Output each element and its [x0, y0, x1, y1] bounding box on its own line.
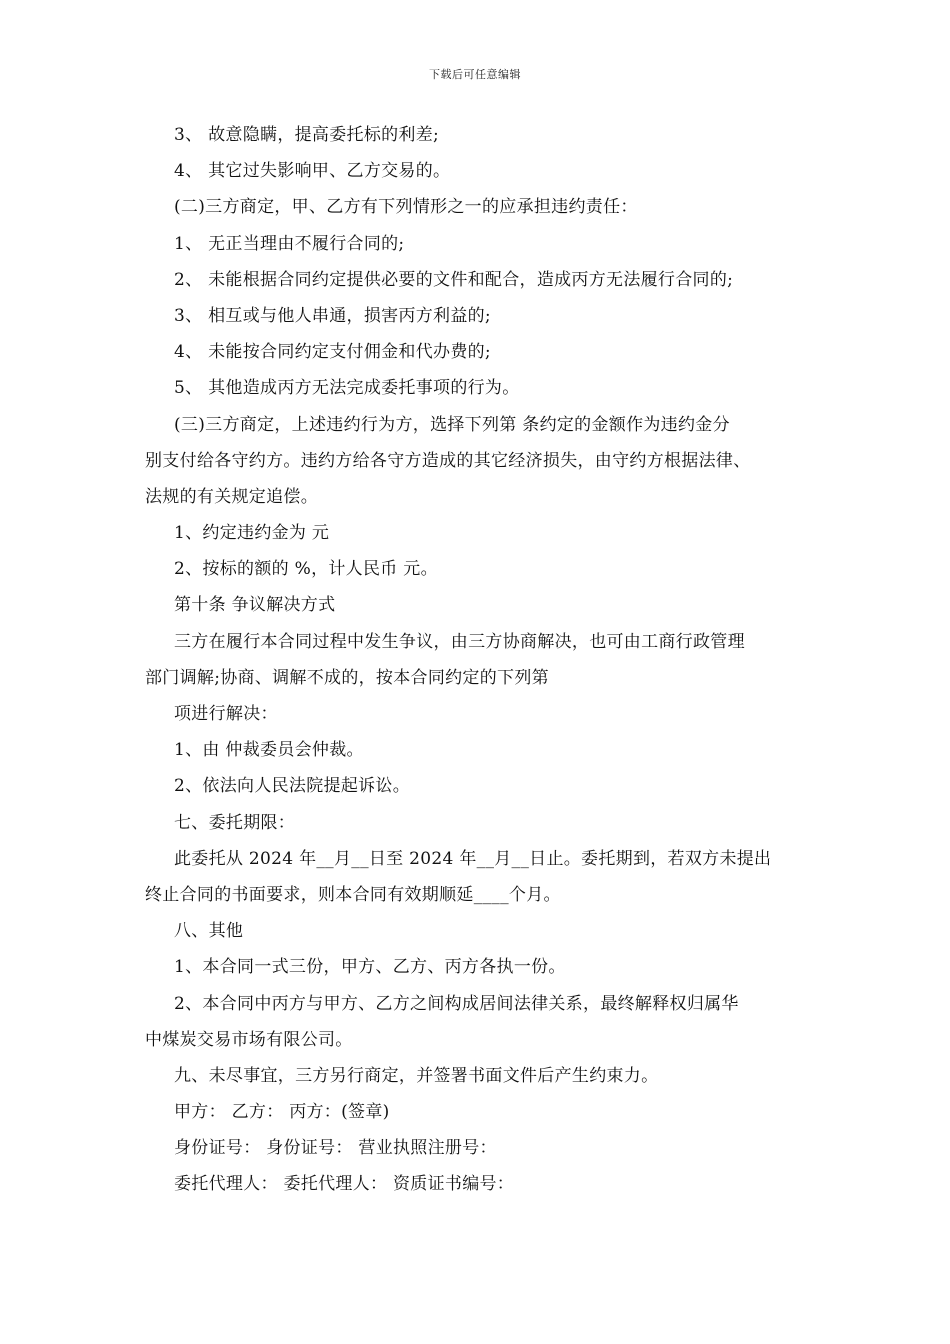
text-line: 三方在履行本合同过程中发生争议，由三方协商解决，也可由工商行政管理 — [174, 631, 745, 652]
text-line: 终止合同的书面要求，则本合同有效期顺延____个月。 — [145, 884, 561, 905]
text-line: 此委托从 2024 年__月__日至 2024 年__月__日止。委托期到，若双方未提出 — [174, 848, 772, 869]
text-line: 2、依法向人民法院提起诉讼。 — [174, 776, 411, 797]
text-line: 中煤炭交易市场有限公司。 — [145, 1029, 353, 1050]
text-line: 甲方： 乙方： 丙方：(签章) — [174, 1102, 390, 1123]
text-line: 1、由 仲裁委员会仲裁。 — [174, 740, 364, 761]
text-line: 4、 其它过失影响甲、乙方交易的。 — [174, 161, 451, 182]
text-line: 第十条 争议解决方式 — [174, 595, 336, 616]
document-body — [145, 123, 817, 1209]
text-line: 法规的有关规定追偿。 — [145, 486, 318, 507]
text-line: 2、 未能根据合同约定提供必要的文件和配合，造成丙方无法履行合同的; — [174, 269, 734, 290]
text-line: 部门调解;协商、调解不成的，按本合同约定的下列第 — [145, 667, 549, 688]
text-line: 4、 未能按合同约定支付佣金和代办费的; — [174, 342, 491, 363]
text-line: 2、本合同中丙方与甲方、乙方之间构成居间法律关系，最终解释权归属华 — [174, 993, 739, 1014]
text-line: (三)三方商定，上述违约行为方，选择下列第 条约定的金额作为违约金分 — [174, 414, 730, 435]
text-line: 项进行解决： — [174, 704, 278, 724]
text-line: 身份证号： 身份证号： 营业执照注册号： — [174, 1138, 497, 1159]
text-line: 别支付给各守约方。违约方给各守方造成的其它经济损失，由守约方根据法律、 — [145, 450, 751, 471]
text-line: 七、委托期限： — [174, 812, 296, 833]
page-header-note: 下载后可任意编辑 — [429, 68, 521, 81]
text-line: 2、按标的额的 %，计人民币 元。 — [174, 559, 438, 580]
text-line: (二)三方商定，甲、乙方有下列情形之一的应承担违约责任： — [174, 197, 638, 218]
text-line: 1、 无正当理由不履行合同的; — [174, 233, 405, 254]
text-line: 5、 其他造成丙方无法完成委托事项的行为。 — [174, 378, 520, 399]
text-line: 委托代理人： 委托代理人： 资质证书编号： — [174, 1174, 515, 1195]
text-line: 1、约定违约金为 元 — [174, 523, 330, 544]
text-line: 1、本合同一式三份，甲方、乙方、丙方各执一份。 — [174, 957, 566, 978]
text-line: 八、其他 — [174, 921, 244, 942]
text-line: 九、未尽事宜，三方另行商定，并签署书面文件后产生约束力。 — [174, 1065, 659, 1086]
text-line: 3、 故意隐瞒，提高委托标的利差; — [174, 125, 440, 145]
text-line: 3、 相互或与他人串通，损害丙方利益的; — [174, 305, 491, 326]
